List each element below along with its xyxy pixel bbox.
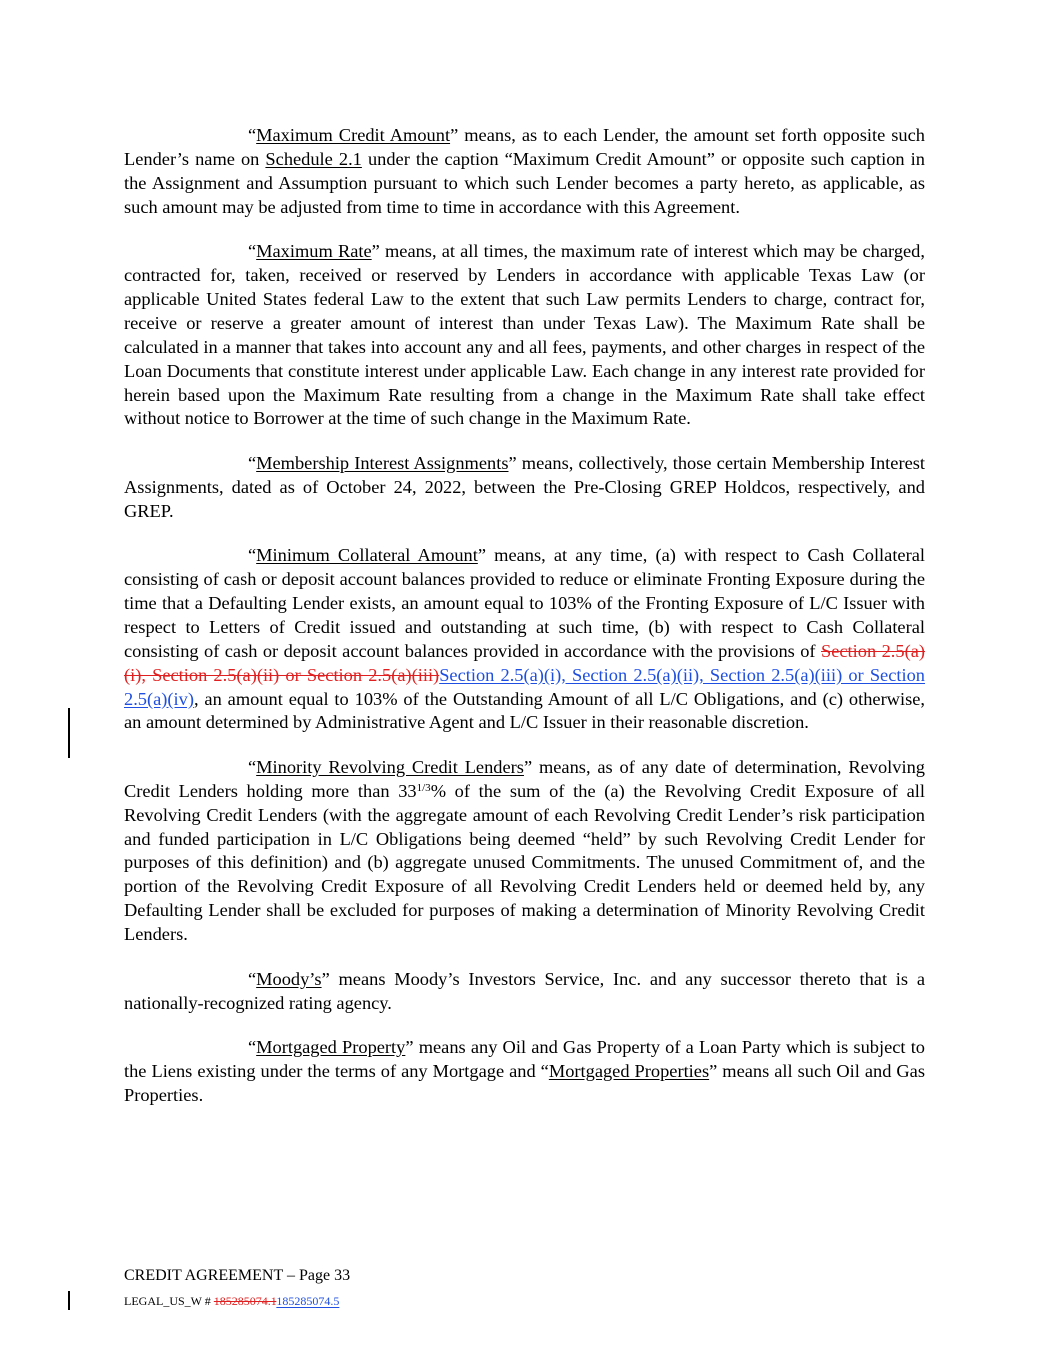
defined-term: Mortgaged Property	[256, 1036, 406, 1057]
open-quote: “	[248, 1036, 257, 1057]
inserted-text: Section 2.5(a)(i), Section 2.5(a)(ii), Section 2.5(a)(iii) or Section 2.5(a)(iv)	[124, 664, 925, 709]
definition-text: means, as to each Lender, the amount set forth opposite such Lender’s name on	[124, 125, 925, 169]
document-number	[124, 1293, 339, 1309]
open-quote: “	[248, 968, 257, 989]
definition-minimum-collateral-amount	[124, 544, 925, 735]
close-quote: ”	[450, 125, 459, 145]
definition-text: under the caption “Maximum Credit Amount” or opposite such caption in the Assignment and Assumption pursuant to which such Lender becomes a party hereto, as applicable, as such amount may be adjusted from time to time in accordance with this Agreement.	[124, 148, 925, 217]
defined-term: Minority Revolving Credit Lenders	[256, 756, 524, 777]
page-footer-title: CREDIT AGREEMENT – Page 33	[124, 1267, 351, 1284]
definition-text: means, collectively, those certain Membership Interest Assignments, dated as of October 24, 2022, between the Pre-Closing GREP Holdcos, respectively, and GREP.	[124, 452, 925, 521]
open-quote: “	[248, 545, 257, 566]
definition-text: means, at any time, (a) with respect to Cash Collateral consisting of cash or deposit account balances provided to reduce or eliminate Fronting Exposure during the time that a Defaulting Lender exists, an amount equal to 103% of the Fronting Exposure of L/C Issuer with respect to Letters of Credit issued and outstanding at such time, (b) with respect to Cash Collateral consisting of cash or deposit account balances provided in accordance with the provisions of	[124, 545, 925, 661]
definition-minority-revolving-credit-lenders	[124, 756, 925, 947]
fraction-superscript: 1/3	[416, 781, 431, 794]
definition-moodys	[124, 968, 925, 1016]
definition-mortgaged-property	[124, 1036, 925, 1108]
definition-maximum-credit-amount	[124, 124, 925, 220]
defined-term: Minimum Collateral Amount	[256, 545, 478, 566]
deleted-text: Section 2.5(a)(i), Section 2.5(a)(ii) or Section 2.5(a)(iii)	[124, 640, 925, 685]
defined-term: Maximum Rate	[256, 241, 372, 262]
close-quote: ”	[371, 241, 380, 262]
definition-text: % of the sum of the (a) the Revolving Credit Exposure of all Revolving Credit Lenders (with the aggregate amount of each Revolving Credit Lender’s risk participation and funded participation in L/C Obligations being deemed “held” by such Revolving Credit Lender for purposes of this definition) and (b) aggregate unused Commitments. The unused Commitment of, and the portion of the Revolving Credit Exposure of all Revolving Credit Lenders held or deemed held by, any Defaulting Lender shall be excluded for purposes of making a determination of Minority Revolving Credit Lenders.	[124, 780, 925, 945]
change-bar	[68, 708, 70, 758]
definition-text: , an amount equal to 103% of the Outstanding Amount of all L/C Obligations, and (c) otherwise, an amount determined by Administrative Agent and L/C Issuer in their reasonable discretion.	[124, 688, 925, 733]
document-body	[124, 124, 925, 1128]
close-quote: ”	[508, 452, 517, 473]
doc-number-inserted: 185285074.5	[276, 1294, 340, 1308]
definition-membership-interest-assignments	[124, 452, 925, 524]
close-quote: ”	[523, 756, 533, 777]
definition-text: means, at all times, the maximum rate of interest which may be charged, contracted for, taken, received or reserved by Lenders in accordance with applicable Texas Law (or applicable United States federal Law to the extent that such Law permits Lenders to charge, contract for, receive or reserve a greater amount of interest than under Texas Law). The Maximum Rate shall be calculated in a manner that takes into account any and all fees, payments, and other charges in respect of the Loan Documents that constitute interest under applicable Law. Each change in any interest rate provided for herein based upon the Maximum Rate resulting from a change in the Maximum Rate shall take effect without notice to Borrower at the time of such change in the Maximum Rate.	[124, 241, 925, 429]
close-quote: ”	[477, 545, 486, 566]
doc-number-prefix: LEGAL_US_W #	[124, 1294, 214, 1308]
definition-text: ” means all such Oil and Gas Properties.	[124, 1060, 925, 1105]
change-bar-footer	[68, 1291, 70, 1310]
doc-number-deleted: 185285074.1	[213, 1294, 277, 1308]
open-quote: “	[248, 241, 257, 262]
schedule-reference: Schedule 2.1	[265, 148, 362, 169]
defined-term-plural: Mortgaged Properties	[548, 1060, 710, 1081]
definition-text: means any Oil and Gas Property of a Loan Party which is subject to the Liens existing under the terms of any Mortgage and “	[124, 1036, 925, 1081]
definition-text: means Moody’s Investors Service, Inc. and any successor thereto that is a nationally-recognized rating agency.	[124, 968, 925, 1013]
close-quote: ”	[321, 968, 330, 989]
defined-term: Membership Interest Assignments	[256, 452, 509, 473]
open-quote: “	[248, 756, 257, 777]
open-quote: “	[248, 125, 257, 145]
definition-text: means, as of any date of determination, Revolving Credit Lenders holding more than 33	[124, 756, 925, 801]
defined-term: Maximum Credit Amount	[256, 125, 451, 145]
open-quote: “	[248, 452, 257, 473]
defined-term: Moody’s	[256, 968, 322, 989]
close-quote: ”	[405, 1036, 414, 1057]
definition-maximum-rate	[124, 240, 925, 431]
